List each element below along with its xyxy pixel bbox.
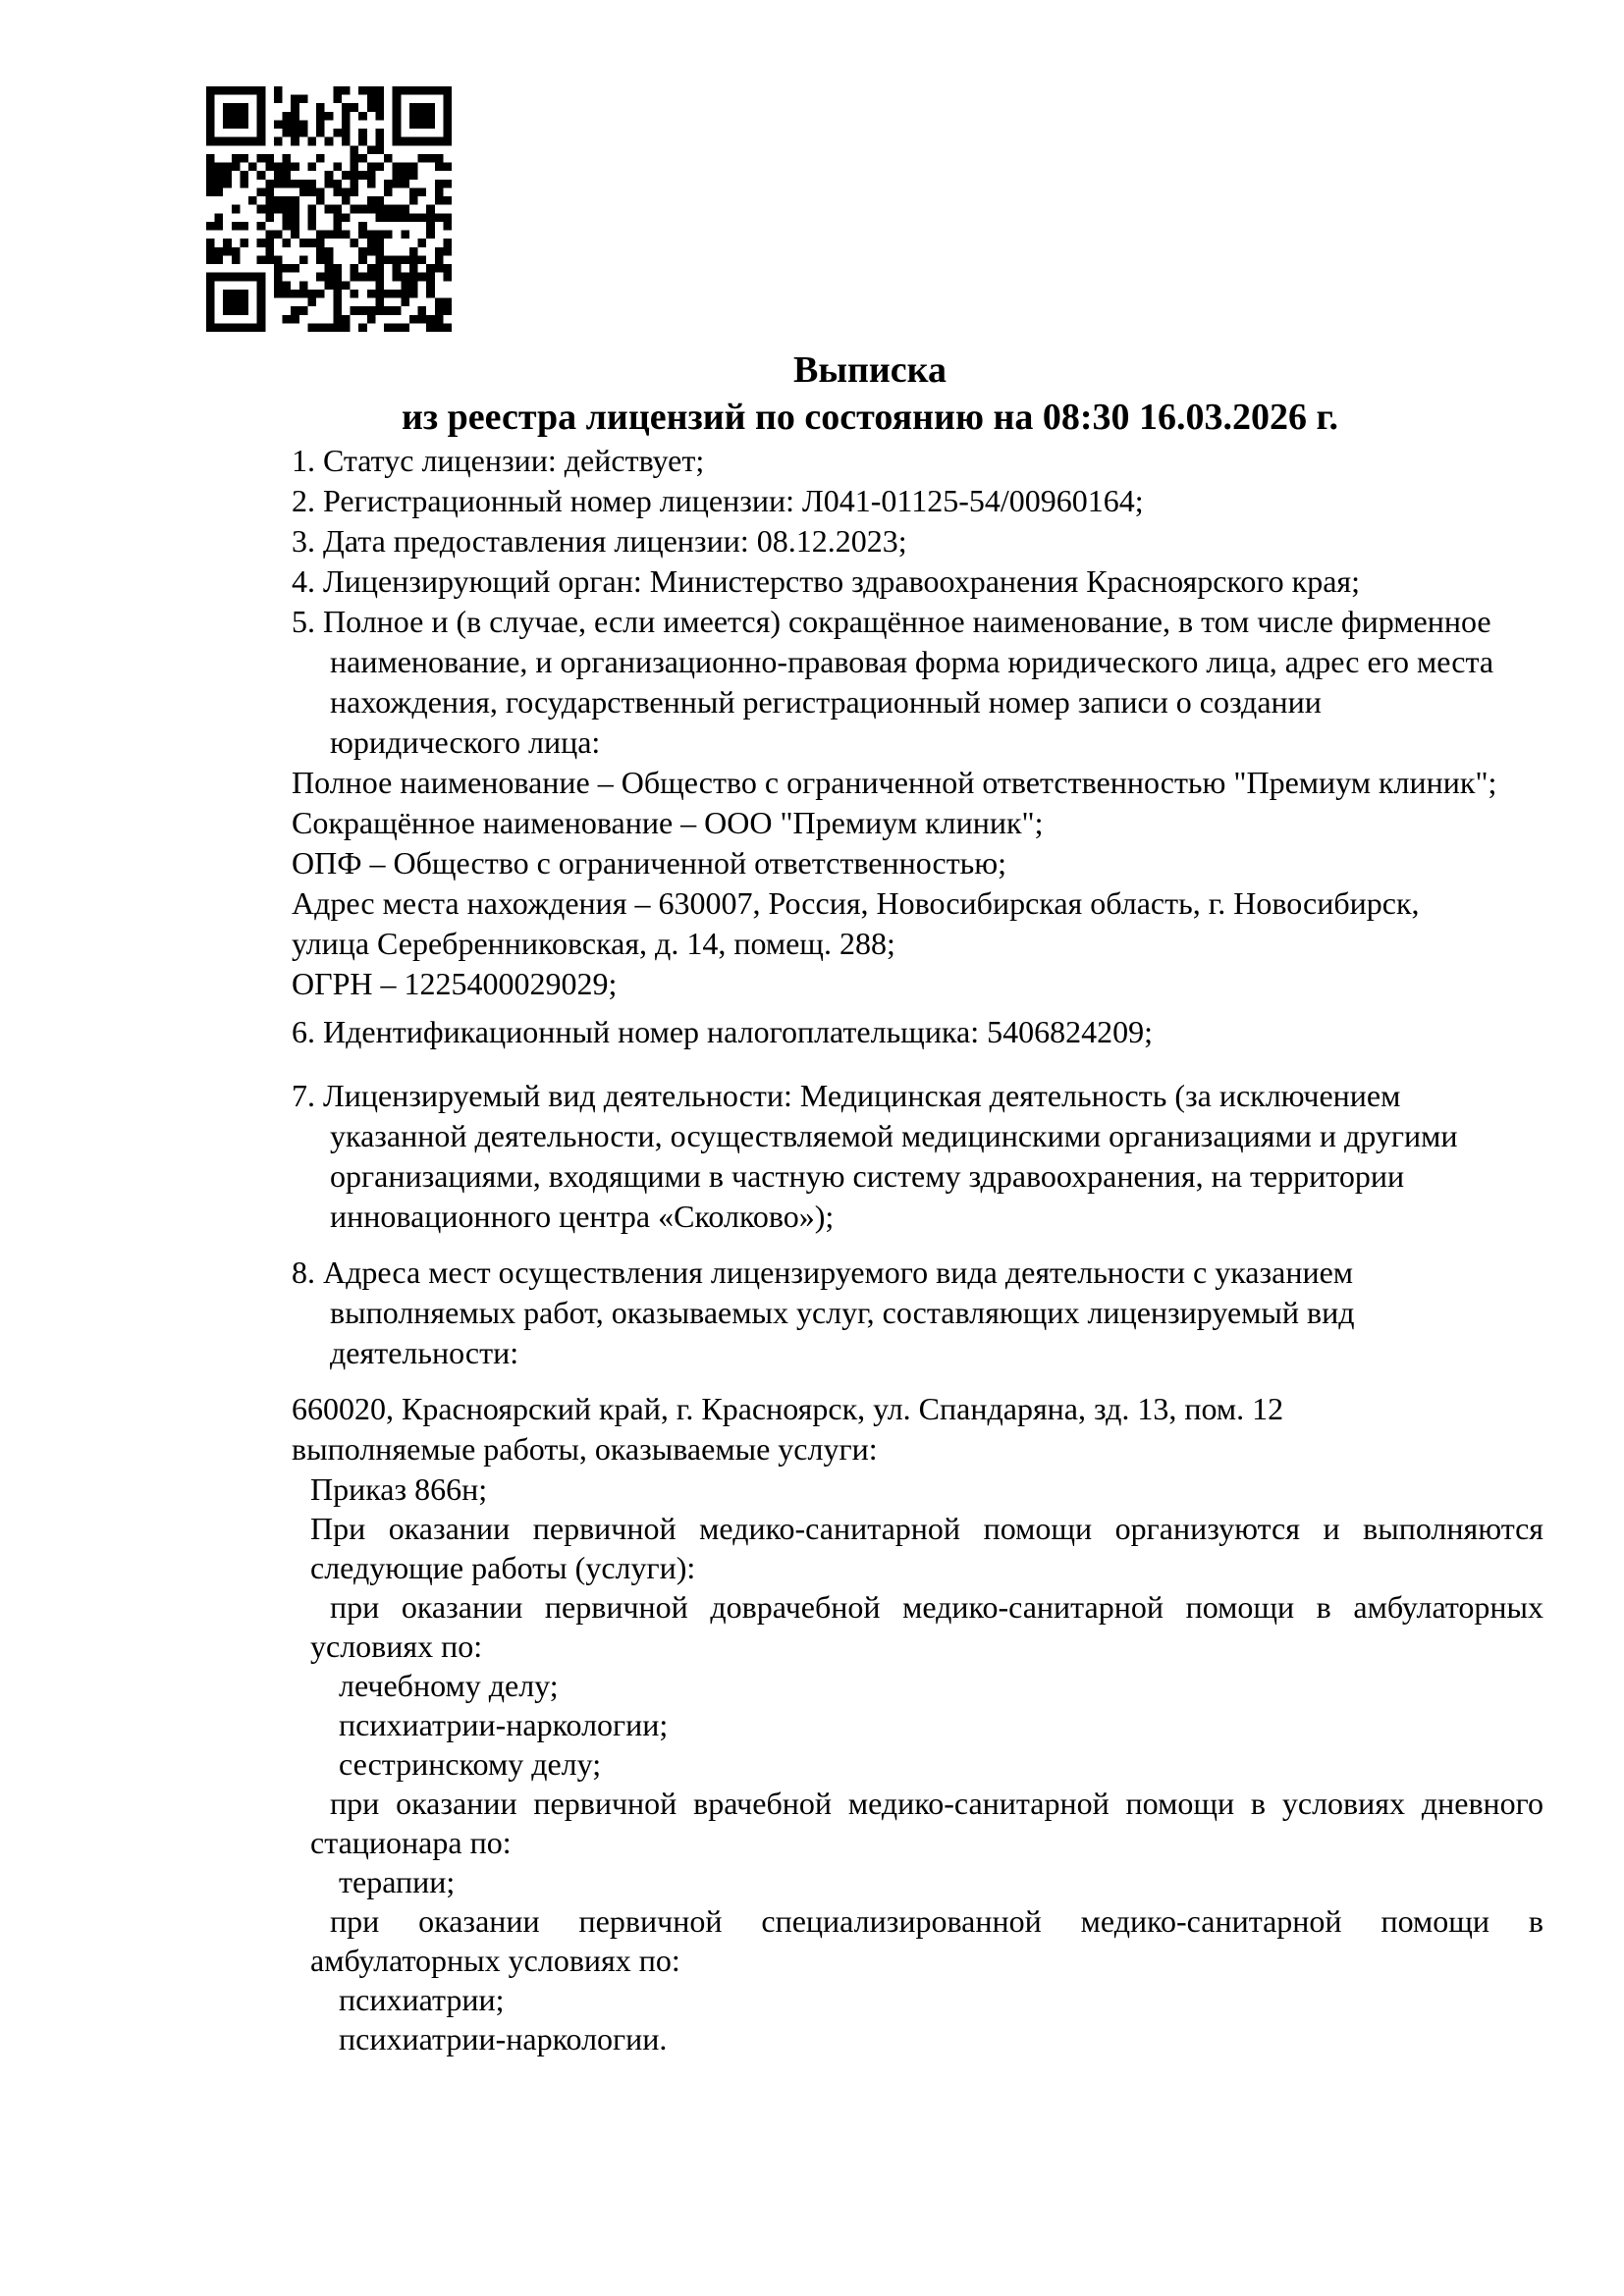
company-full-name: Полное наименование – Общество с ограниченной ответственностью "Премиум клиник"; [292, 765, 1497, 800]
item-activity-block [196, 1076, 1543, 1237]
item-license-status: 1. Статус лицензии: действует; [292, 443, 705, 478]
company-details [196, 763, 1543, 1004]
site-block [196, 1389, 1543, 1469]
company-opf: ОПФ – Общество с ограниченной ответственностью; [292, 845, 1007, 881]
document-body [196, 347, 1543, 2058]
work-service: терапии; [339, 1864, 456, 1899]
item-grant-date: 3. Дата предоставления лицензии: 08.12.2023; [292, 523, 907, 559]
work-service: сестринскому делу; [339, 1746, 602, 1782]
company-ogrn: ОГРН – 1225400029029; [292, 966, 618, 1001]
doc-subtitle: из реестра лицензий по состоянию на 08:30 16.03.2026 г. [401, 397, 1339, 438]
item-addresses-line: выполняемых работ, оказываемых услуг, составляющих лицензируемый вид [330, 1295, 1355, 1330]
work-line: при оказании первичной доврачебной медико-санитарной помощи в амбулаторных [330, 1589, 1543, 1625]
work-service: лечебному делу; [339, 1668, 559, 1703]
doc-title: Выписка [793, 349, 947, 391]
work-line: следующие работы (услуги): [310, 1550, 696, 1585]
work-line: при оказании первичной врачебной медико-санитарной помощи в условиях дневного [330, 1786, 1543, 1821]
item-name-line: юридического лица: [330, 724, 601, 760]
item-name-block [196, 602, 1543, 763]
item-addresses-line: деятельности: [330, 1335, 519, 1370]
item-activity-line: указанной деятельности, осуществляемой медицинскими организациями и другими [330, 1118, 1458, 1153]
item-addresses-block [196, 1253, 1543, 1373]
work-line: амбулаторных условиях по: [310, 1943, 680, 1978]
item-name-line: нахождения, государственный регистрационный номер записи о создании [330, 684, 1322, 720]
work-line: стационара по: [310, 1825, 512, 1860]
works-list [196, 1469, 1543, 2058]
item-name-line: наименование, и организационно-правовая форма юридического лица, адрес его места [330, 644, 1494, 679]
item-inn: 6. Идентификационный номер налогоплательщика: 5406824209; [292, 1014, 1153, 1049]
work-service: психиатрии-наркологии; [339, 1707, 669, 1742]
company-address: улица Серебренниковская, д. 14, помещ. 288; [292, 926, 895, 961]
work-service: психиатрии; [339, 1982, 505, 2017]
work-service: психиатрии-наркологии. [339, 2021, 668, 2056]
item-activity-line: 7. Лицензируемый вид деятельности: Медицинская деятельность (за исключением [292, 1078, 1401, 1113]
item-registration-number: 2. Регистрационный номер лицензии: Л041-01125-54/00960164; [292, 483, 1144, 518]
item-activity-line: инновационного центра «Сколково»); [330, 1199, 835, 1234]
item-addresses-line: 8. Адреса мест осуществления лицензируемого вида деятельности с указанием [292, 1255, 1354, 1290]
company-short-name: Сокращённое наименование – ООО "Премиум клиник"; [292, 805, 1044, 840]
work-line: условиях по: [310, 1629, 483, 1664]
site-works-caption: выполняемые работы, оказываемые услуги: [292, 1431, 878, 1467]
qr-code [206, 86, 452, 332]
work-line: При оказании первичной медико-санитарной помощи организуются и выполняются [310, 1511, 1543, 1546]
work-line: при оказании первичной специализированной медико-санитарной помощи в [330, 1903, 1543, 1939]
company-address: Адрес места нахождения – 630007, Россия, Новосибирская область, г. Новосибирск, [292, 885, 1420, 921]
work-order: Приказ 866н; [310, 1471, 488, 1507]
site-address: 660020, Красноярский край, г. Красноярск, ул. Спандаряна, зд. 13, пом. 12 [292, 1391, 1284, 1426]
item-name-line: 5. Полное и (в случае, если имеется) сокращённое наименование, в том числе фирменное [292, 604, 1491, 639]
item-activity-line: организациями, входящими в частную систему здравоохранения, на территории [330, 1158, 1405, 1194]
item-licensing-authority: 4. Лицензирующий орган: Министерство здравоохранения Красноярского края; [292, 563, 1360, 599]
